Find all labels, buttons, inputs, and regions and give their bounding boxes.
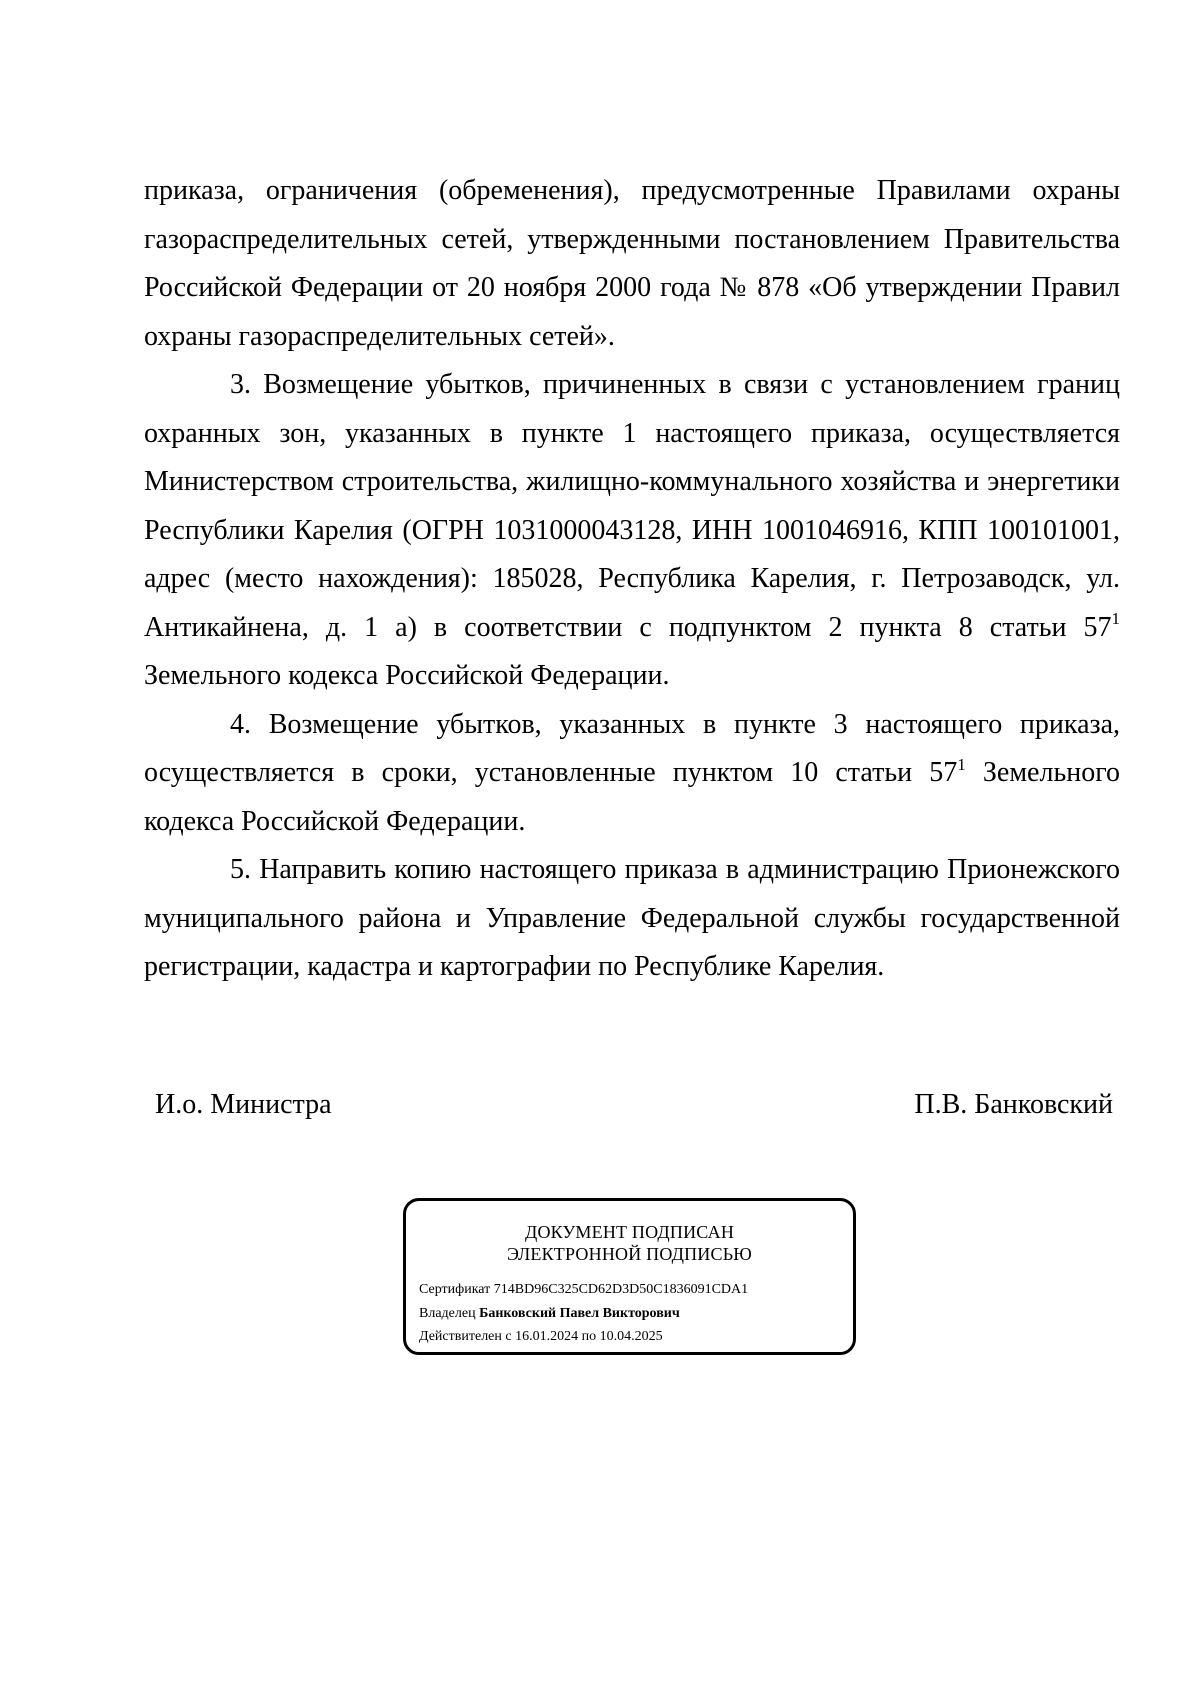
paragraph-continuation: приказа, ограничения (обременения), предусмотренные Правилами охраны газораспределительных сетей, утвержденными постановлением Правительства Российской Федерации от 20 ноября 2000 года № 878 «Об утверждении Правил охраны газораспределительных сетей».: [144, 175, 1120, 352]
valid-to-date: 10.04.2025: [599, 1329, 663, 1344]
certificate-label: Сертификат: [419, 1282, 491, 1297]
signature-block: [155, 1085, 1113, 1125]
paragraph-item-5: 5. Направить копию настоящего приказа в администрацию Прионежского муниципального района и Управление Федеральной службы государственной регистрации, кадастра и картографии по Республике Карелия.: [144, 854, 1120, 982]
owner-label: Владелец: [419, 1306, 476, 1321]
document-body: [144, 167, 1120, 992]
paragraph-item-4-text: 4. Возмещение убытков, указанных в пункте 3 настоящего приказа, осуществляется в сроки, установленные пунктом 10 статьи 57: [144, 708, 1120, 788]
stamp-owner-line: [419, 1305, 680, 1323]
valid-from-date: 16.01.2024: [515, 1329, 579, 1344]
paragraph-item-3-text: 3. Возмещение убытков, причиненных в связи с установлением границ охранных зон, указанных в пункте 1 настоящего приказа, осуществляется Министерством строительства, жилищно-коммунального хозяйства и энергетики Республики Карелия (ОГРН 1031000043128, ИНН 1001046916, КПП 100101001, адрес (место нахождения): 185028, Республика Карелия, г. Петрозаводск, ул. Антикайнена, д. 1 а) в соответствии с подпунктом 2 пункта 8 статьи 57: [144, 369, 1120, 643]
stamp-title-line-2: ЭЛЕКТРОННОЙ ПОДПИСЬЮ: [507, 1244, 752, 1264]
superscript-article-number: 1: [957, 754, 966, 774]
signer-name: П.В. Банковский: [914, 1089, 1113, 1120]
signer-role: И.о. Министра: [155, 1089, 332, 1120]
certificate-value: 714BD96C325CD62D3D50C1836091CDA1: [493, 1282, 749, 1297]
paragraph-item-3: [144, 361, 1120, 701]
stamp-certificate-line: [419, 1281, 748, 1299]
stamp-title: [406, 1221, 853, 1265]
valid-to-label: по: [581, 1329, 597, 1344]
paragraph-item-3-end: Земельного кодекса Российской Федерации.: [144, 660, 670, 691]
superscript-article-number: 1: [1111, 609, 1120, 629]
paragraph-item-4-end: Земельного кодекса Российской Федерации.: [144, 757, 1120, 837]
electronic-signature-stamp: [403, 1198, 856, 1355]
stamp-title-line-1: ДОКУМЕНТ ПОДПИСАН: [524, 1222, 735, 1242]
paragraph-item-4: [144, 701, 1120, 847]
owner-value: Банковский Павел Викторович: [479, 1306, 680, 1321]
valid-label: Действителен: [419, 1329, 502, 1344]
stamp-validity-line: [419, 1328, 663, 1346]
valid-from-label: с: [505, 1329, 512, 1344]
